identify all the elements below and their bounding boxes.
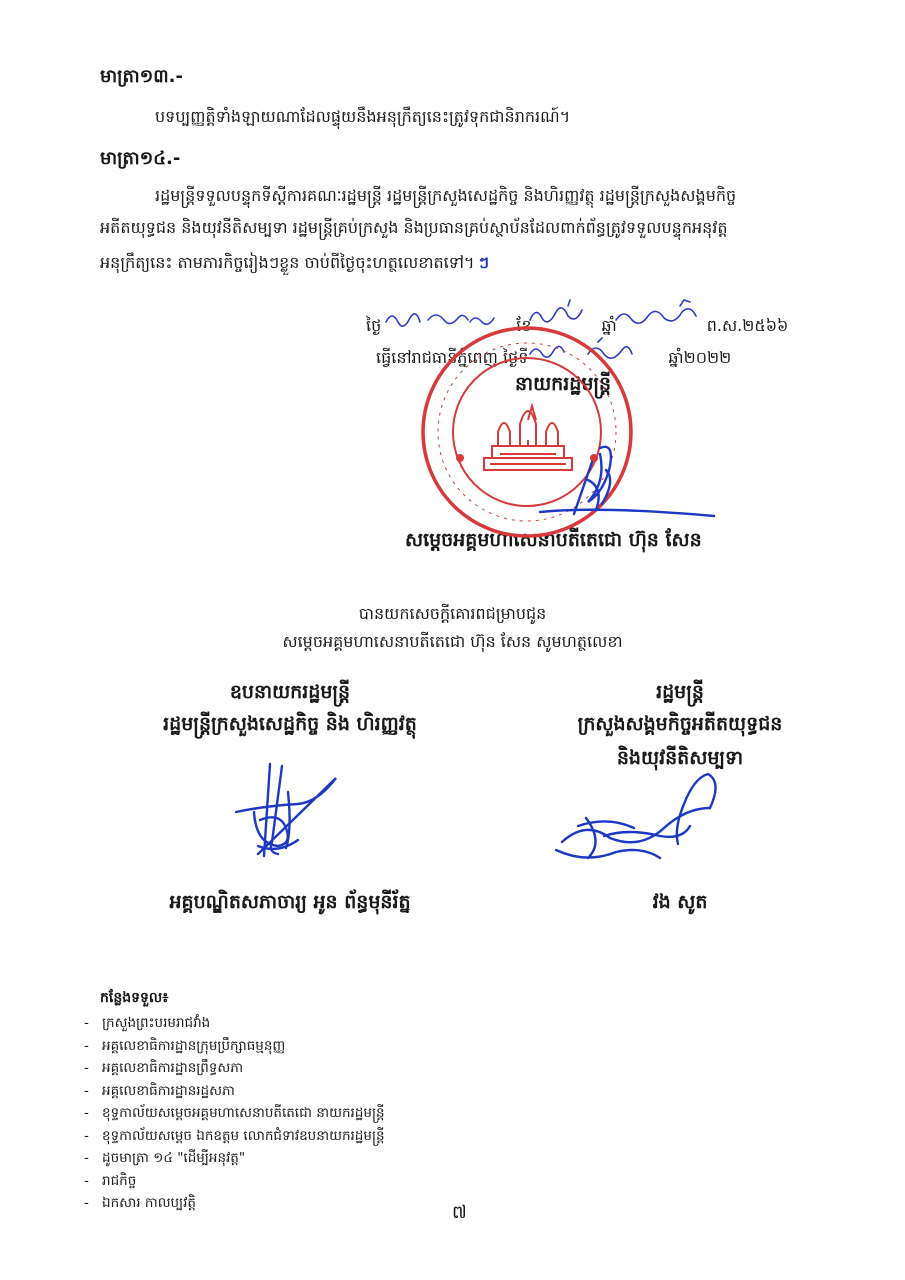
prime-minister-title: នាយករដ្ឋមន្ត្រី [515,373,612,395]
recipient-item: - ដូចមាត្រា ១៤ "ដើម្បីអនុវត្ត" [84,1147,385,1170]
recipient-item: - ខុទ្ទកាល័យសម្តេច ឯកឧត្តម លោកជំទាវឧបនាយករដ្ឋមន្ត្រី [84,1125,385,1148]
recipient-item: - អគ្គលេខាធិការដ្ឋានរដ្ឋសភា [84,1080,385,1103]
page-number: ៧ [452,1202,467,1223]
recipient-item: - ឯកសារ កាលប្បវត្តិ [84,1192,385,1215]
social-minister-title: រដ្ឋមន្ត្រី [656,681,704,703]
article-14-line-3-text: អនុក្រឹត្យនេះ តាមភារកិច្ចរៀងៗខ្លួន ចាប់ពីថ្ងៃចុះហត្ថលេខាតទៅ។ [100,253,475,272]
signature-icon [556,774,716,858]
article-14-line-1: រដ្ឋមន្ត្រីទទួលបន្ទុកទីស្តីការគណៈរដ្ឋមន្ត្រី រដ្ឋមន្ត្រីក្រសួងសេដ្ឋកិច្ច និងហិរញ្ញវត្ថុ រដ្ឋមន្ត្រីក្រសួងសង្គមកិច្ច [155,186,737,205]
article-14-line-3 [100,247,489,278]
date-line-lunar [366,310,788,341]
recipient-item: - អគ្គលេខាធិការដ្ឋានព្រឹទ្ធសភា [84,1057,385,1080]
date-year-label: ឆ្នាំ [601,316,617,335]
article-14-line-2: អតីតយុទ្ធជន និងយុវនីតិសម្បទា រដ្ឋមន្ត្រីគ្រប់ក្រសួង និងប្រធានគ្រប់ស្ថាប័នដែលពាក់ព័ន្ធត្រូវទទួលបន្ទុកអនុវត្ត [100,218,728,237]
date-month-label: ខែ [516,316,532,335]
recipients-list [84,1012,385,1215]
recipient-item: - ខុទ្ទកាល័យសម្តេចអគ្គមហាសេនាបតីតេជោ នាយករដ្ឋមន្ត្រី [84,1102,385,1125]
made-at-year: ឆ្នាំ២០២២ [668,348,732,367]
signature-icon [236,764,336,856]
article-14-heading: មាត្រា១៤.- [100,148,181,169]
made-at-label: ធ្វើនៅរាជធានីភ្នំពេញ ថ្ងៃទី [376,348,529,367]
social-ministry-line-1: ក្រសួងសង្គមកិច្ចអតីតយុទ្ធជន [577,713,783,735]
article-13-text: បទប្បញ្ញត្តិទាំងឡាយណាដែលផ្ទុយនឹងអនុក្រឹត្យនេះត្រូវទុកជានិរាករណ៍។ [155,107,571,126]
recipient-item: - រាជកិច្ច [84,1170,385,1193]
social-ministry-line-2: និងយុវនីតិសម្បទា [616,747,744,769]
date-day-label: ថ្ងៃ [366,316,382,335]
date-era: ព.ស.២៥៦៦ [706,316,789,335]
recipient-item: - អគ្គលេខាធិការដ្ឋានក្រុមប្រឹក្សាធម្មនុញ្ញ [84,1035,385,1058]
recipients-heading: កន្លែងទទួល៖ [100,990,169,1006]
recipient-item: - ក្រសួងព្រះបរមរាជវាំង [84,1012,385,1035]
prime-minister-name: សម្តេចអគ្គមហាសេនាបតីតេជោ ហ៊ុន សែន [405,529,702,551]
deputy-pm-title: ឧបនាយករដ្ឋមន្ត្រី [229,681,351,703]
finance-minister-title: រដ្ឋមន្ត្រីក្រសួងសេដ្ឋកិច្ច និង ហិរញ្ញវត្ថុ [163,713,417,735]
article-13-heading: មាត្រា១៣.- [100,66,183,87]
date-line-made-at [376,342,731,373]
finance-minister-name: អគ្គបណ្ឌិតសភាចារ្យ អូន ព័ន្ធមុនីរ័ត្ន [169,891,411,913]
closing-mark: ៗ [478,253,490,272]
social-minister-name: វង សូត [652,891,708,913]
presentation-line-1: បានយកសេចក្តីគោរពជម្រាបជូន [358,604,547,623]
signature-icon [540,447,714,516]
presentation-line-2: សម្តេចអគ្គមហាសេនាបតីតេជោ ហ៊ុន សែន សូមហត្ថលេខា [282,632,623,651]
